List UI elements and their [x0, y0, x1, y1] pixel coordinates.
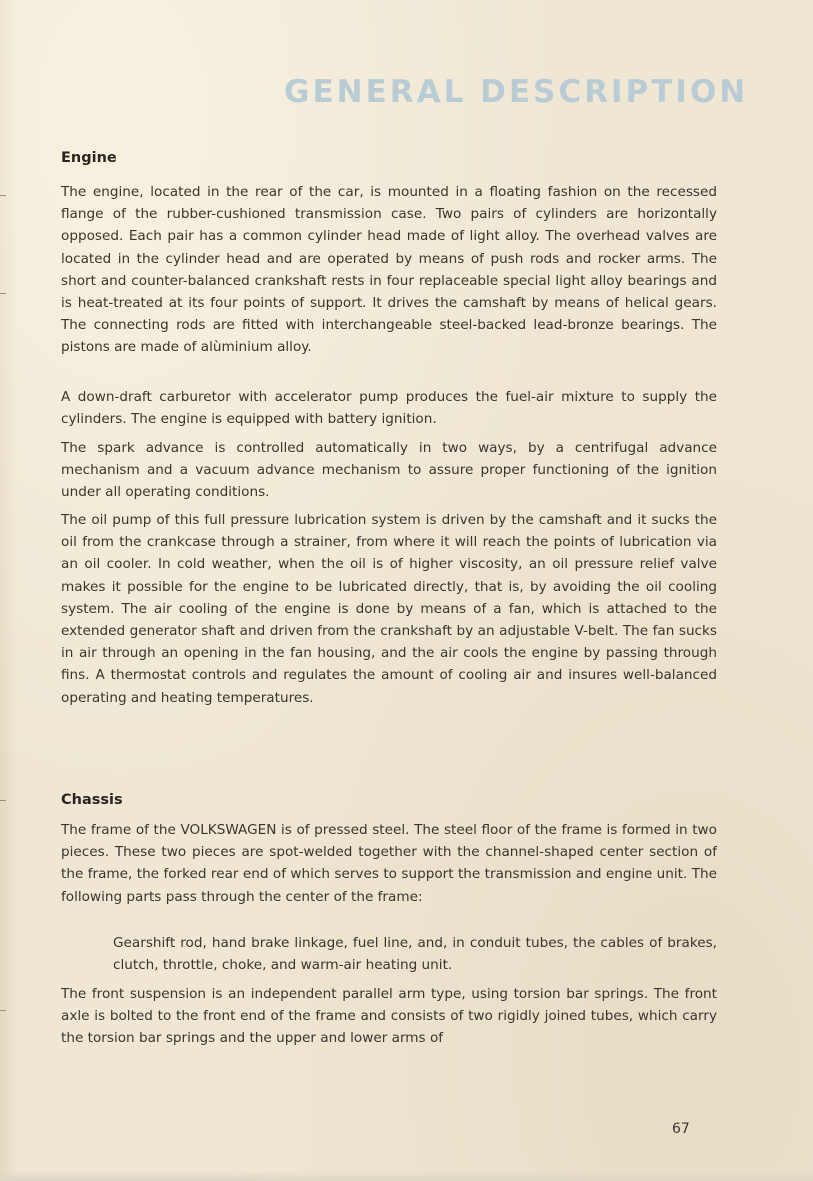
- section-heading-chassis: Chassis: [61, 792, 123, 808]
- margin-mark: [0, 293, 6, 294]
- engine-paragraph-4: The oil pump of this full pressure lubrication system is driven by the camshaft and it sucks the oil from the crankcase through a strainer, from where it will reach the points of lubrication via an oil cooler. In cold weather, when the oil is of higher viscosity, an oil pressure relief valve makes it possible for the engine to be lubricated directly, that is, by avoiding the oil cooling system. The air cooling of the engine is done by means of a fan, which is attached to the extended generator shaft and driven from the crankshaft by an adjustable V-belt. The fan sucks in air through an opening in the fan housing, and the air cools the engine by passing through fins. A thermostat controls and regulates the amount of cooling air and insures well-balanced operating and heating temperatures.: [61, 512, 717, 706]
- engine-paragraph-2: A down-draft carburetor with accelerator pump produces the fuel-air mixture to supply the cylinders. The engine is equipped with battery ignition.: [61, 389, 717, 428]
- engine-paragraph-3: The spark advance is controlled automatically in two ways, by a centrifugal advance mechanism and a vacuum advance mechanism to assure proper functioning of the ignition under all operating conditions.: [61, 440, 717, 501]
- chassis-paragraph-1: The frame of the VOLKSWAGEN is of pressed steel. The steel floor of the frame is formed in two pieces. These two pieces are spot-welded together with the channel-shaped center section of the frame, the forked rear end of which serves to support the transmission and engine unit. The following parts pass through the center of the frame:: [61, 822, 717, 905]
- page-bottom-edge: [0, 1171, 813, 1181]
- page-number: 67: [672, 1121, 690, 1137]
- margin-mark: [0, 195, 6, 196]
- chassis-paragraph-2: The front suspension is an independent parallel arm type, using torsion bar springs. The front axle is bolted to the front end of the frame and consists of two rigidly joined tubes, which carry the torsion bar springs and the upper and lower arms of: [61, 986, 717, 1047]
- chassis-indented-list: Gearshift rod, hand brake linkage, fuel line, and, in conduit tubes, the cables of brakes, clutch, throttle, choke, and warm-air heating unit.: [113, 935, 717, 974]
- margin-mark: [0, 1010, 6, 1011]
- page-title: GENERAL DESCRIPTION: [284, 74, 749, 110]
- margin-mark: [0, 800, 6, 801]
- engine-paragraph-1: The engine, located in the rear of the car, is mounted in a floating fashion on the recessed flange of the rubber-cushioned transmission case. Two pairs of cylinders are horizontally opposed. Each pair has a common cylinder head made of light alloy. The overhead valves are located in the cylinder head and are operated by means of push rods and rocker arms. The short and counter-balanced crankshaft rests in four replaceable special light alloy bearings and is heat-treated at its four points of support. It drives the camshaft by means of helical gears. The connecting rods are fitted with interchangeable steel-backed lead-bronze bearings. The pistons are made of alùminium alloy.: [61, 184, 717, 356]
- section-heading-engine: Engine: [61, 150, 117, 166]
